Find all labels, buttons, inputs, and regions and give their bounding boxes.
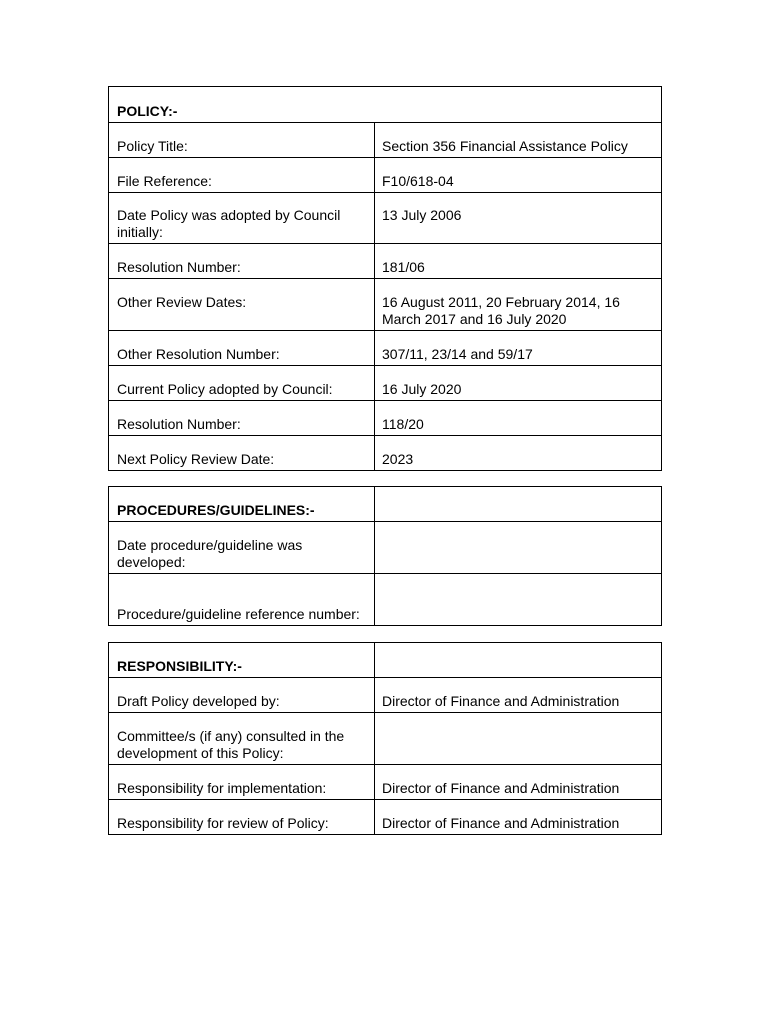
table-row bbox=[109, 331, 662, 366]
procedure-reference-value bbox=[375, 574, 662, 626]
table-row bbox=[109, 436, 662, 471]
committee-consulted-value bbox=[375, 713, 662, 765]
table-row bbox=[109, 244, 662, 279]
responsibility-table bbox=[108, 642, 662, 835]
resolution-number-2-label: Resolution Number: bbox=[109, 401, 375, 436]
current-policy-adopted-value: 16 July 2020 bbox=[375, 366, 662, 401]
table-row bbox=[109, 366, 662, 401]
file-reference-label: File Reference: bbox=[109, 158, 375, 193]
resolution-number-label: Resolution Number: bbox=[109, 244, 375, 279]
policy-title-value: Section 356 Financial Assistance Policy bbox=[375, 123, 662, 158]
committee-consulted-label: Committee/s (if any) consulted in the development of this Policy: bbox=[109, 713, 375, 765]
table-row bbox=[109, 765, 662, 800]
date-adopted-label: Date Policy was adopted by Council initially: bbox=[109, 193, 375, 244]
date-adopted-value: 13 July 2006 bbox=[375, 193, 662, 244]
procedures-heading-empty-cell bbox=[375, 487, 662, 522]
implementation-responsibility-label: Responsibility for implementation: bbox=[109, 765, 375, 800]
table-row bbox=[109, 800, 662, 835]
current-policy-adopted-label: Current Policy adopted by Council: bbox=[109, 366, 375, 401]
procedures-table bbox=[108, 486, 662, 626]
table-row bbox=[109, 713, 662, 765]
procedure-date-value bbox=[375, 522, 662, 574]
table-row bbox=[109, 123, 662, 158]
table-row bbox=[109, 279, 662, 331]
procedure-date-label: Date procedure/guideline was developed: bbox=[109, 522, 375, 574]
table-row bbox=[109, 678, 662, 713]
draft-policy-value: Director of Finance and Administration bbox=[375, 678, 662, 713]
resolution-number-2-value: 118/20 bbox=[375, 401, 662, 436]
responsibility-heading: RESPONSIBILITY:- bbox=[109, 643, 375, 678]
review-responsibility-label: Responsibility for review of Policy: bbox=[109, 800, 375, 835]
other-review-dates-value: 16 August 2011, 20 February 2014, 16 March 2017 and 16 July 2020 bbox=[375, 279, 662, 331]
next-review-date-value: 2023 bbox=[375, 436, 662, 471]
other-resolution-number-value: 307/11, 23/14 and 59/17 bbox=[375, 331, 662, 366]
implementation-responsibility-value: Director of Finance and Administration bbox=[375, 765, 662, 800]
policy-table bbox=[108, 86, 662, 471]
table-row bbox=[109, 193, 662, 244]
table-row bbox=[109, 158, 662, 193]
review-responsibility-value: Director of Finance and Administration bbox=[375, 800, 662, 835]
resolution-number-value: 181/06 bbox=[375, 244, 662, 279]
file-reference-value: F10/618-04 bbox=[375, 158, 662, 193]
responsibility-heading-empty-cell bbox=[375, 643, 662, 678]
table-row bbox=[109, 401, 662, 436]
table-row bbox=[109, 522, 662, 574]
procedure-reference-label: Procedure/guideline reference number: bbox=[109, 574, 375, 626]
procedures-heading: PROCEDURES/GUIDELINES:- bbox=[109, 487, 375, 522]
next-review-date-label: Next Policy Review Date: bbox=[109, 436, 375, 471]
other-resolution-number-label: Other Resolution Number: bbox=[109, 331, 375, 366]
table-row bbox=[109, 574, 662, 626]
policy-heading: POLICY:- bbox=[109, 87, 662, 123]
draft-policy-label: Draft Policy developed by: bbox=[109, 678, 375, 713]
other-review-dates-label: Other Review Dates: bbox=[109, 279, 375, 331]
policy-title-label: Policy Title: bbox=[109, 123, 375, 158]
